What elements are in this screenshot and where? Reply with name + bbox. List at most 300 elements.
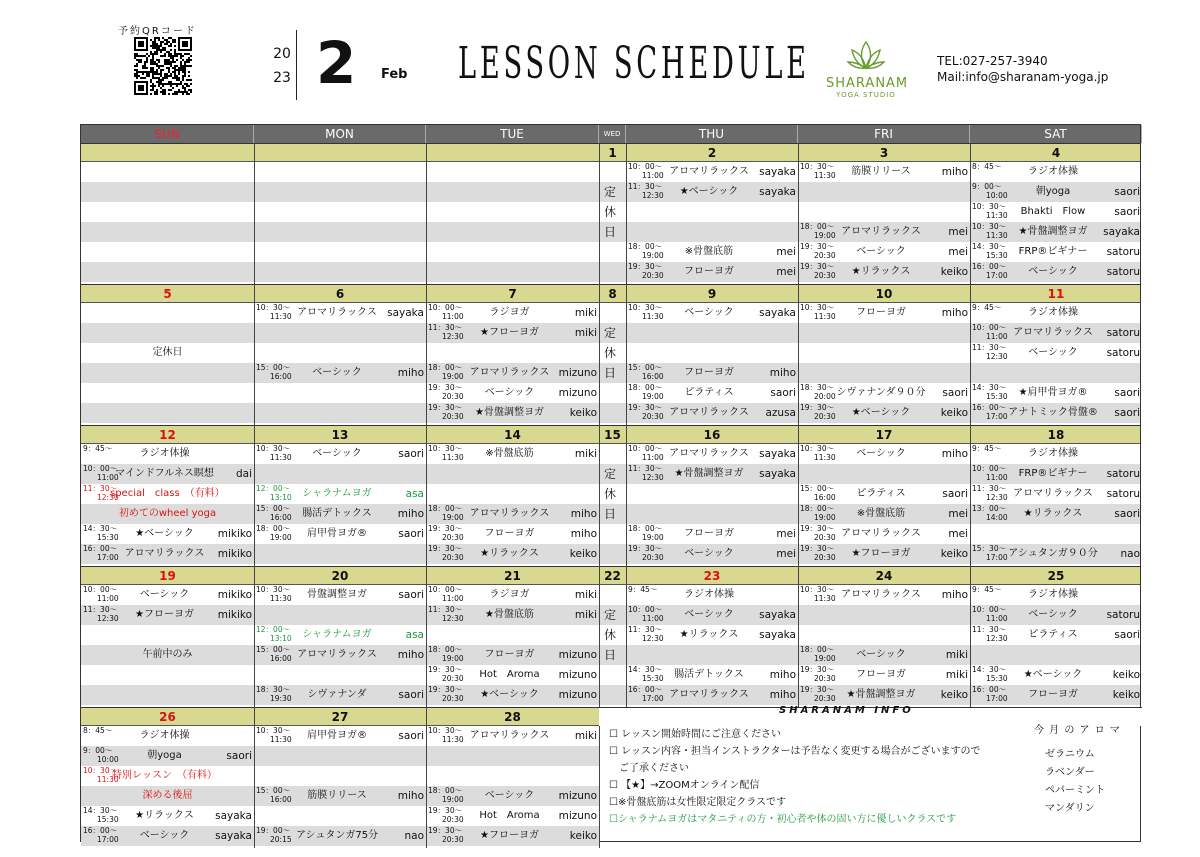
instructor: satoru [1106, 327, 1140, 339]
instructor: mei [948, 528, 968, 540]
date-number [254, 144, 426, 162]
slot-time: 14：30～ 15:30 [972, 383, 1008, 401]
class-slot[interactable] [427, 726, 598, 746]
instructor: miki [574, 448, 597, 460]
class-slot[interactable] [627, 625, 797, 645]
class-slot[interactable] [427, 363, 598, 383]
class-slot[interactable] [82, 726, 253, 746]
class-slot[interactable] [627, 544, 797, 564]
class-slot[interactable] [82, 585, 253, 605]
class-slot[interactable] [627, 585, 797, 605]
weekday-sat: SAT [970, 125, 1142, 143]
weekday-sun: SUN [81, 125, 254, 143]
instructor: miho [941, 166, 968, 178]
date-number: 23 [703, 569, 721, 583]
class-slot[interactable] [427, 504, 598, 524]
class-slot[interactable] [627, 444, 797, 464]
class-name: 朝yoga [147, 750, 182, 761]
slot-time: 19：30～ 20:30 [800, 262, 836, 280]
class-name: ※骨盤底筋 [684, 246, 734, 257]
qr-code[interactable] [134, 37, 192, 95]
column-divider [254, 707, 255, 848]
class-slot[interactable] [799, 242, 969, 262]
class-slot[interactable] [255, 524, 425, 544]
class-slot[interactable] [427, 444, 598, 464]
slot-time: 11：30～ 12:30 [972, 484, 1008, 502]
class-name: シャラナムヨガ [302, 629, 372, 640]
class-slot[interactable] [427, 524, 598, 544]
slot-time: 14：30～ 15:30 [83, 524, 119, 542]
year: 20 23 [273, 46, 291, 86]
class-slot[interactable] [627, 303, 797, 323]
date-number: 5 [163, 287, 172, 301]
instructor: sayaka [759, 186, 796, 198]
slot-time: 19：30～ 20:30 [800, 685, 836, 703]
class-slot[interactable] [255, 726, 425, 746]
class-slot[interactable] [799, 685, 969, 705]
slot-time: 16：00～ 17:00 [972, 403, 1008, 421]
class-slot[interactable] [971, 262, 1141, 282]
weekday-wed: WED [599, 125, 626, 143]
class-name: ★ベーシック [135, 528, 194, 539]
info-note-green: ☐シャラナムヨガはマタニティの方・初心者や体の固い方に優しいクラスです [609, 814, 957, 825]
class-slot[interactable] [82, 343, 253, 363]
instructor: mikiko [217, 548, 252, 560]
closed-label: 休 [603, 487, 616, 501]
class-slot[interactable] [799, 222, 969, 242]
instructor: saori [1114, 407, 1140, 419]
class-name: アロマリラックス [297, 307, 377, 318]
slot-time: 18：00～ 19:00 [628, 383, 664, 401]
slot-time: 10：00～ 11:00 [628, 162, 664, 180]
info-note: ☐※骨盤底筋は女性限定限定クラスです [609, 797, 787, 808]
column-divider [970, 284, 971, 425]
class-slot[interactable] [971, 403, 1141, 423]
date-number: 24 [875, 569, 893, 583]
class-slot[interactable] [82, 826, 253, 846]
instructor: mizuno [558, 810, 597, 822]
class-slot[interactable] [627, 162, 797, 182]
class-name: フローヨガ [856, 669, 906, 680]
class-name: 筋膜リリース [851, 166, 911, 177]
instructor: mei [776, 528, 796, 540]
class-name: ベーシック [312, 367, 362, 378]
class-slot[interactable] [82, 444, 253, 464]
instructor: miho [397, 790, 424, 802]
instructor: sayaka [759, 448, 796, 460]
class-slot[interactable] [255, 786, 425, 806]
date-number: 11 [1047, 287, 1065, 301]
slot-time: 11：30～ 12:30 [972, 343, 1008, 361]
class-slot[interactable] [82, 524, 253, 544]
instructor: dai [235, 468, 252, 480]
class-slot[interactable] [427, 786, 598, 806]
slot-time: 19：30～ 20:30 [428, 383, 464, 401]
slot-time: 9：00～ 10:00 [83, 746, 119, 764]
slot-time: 10：30～ 11:30 [83, 766, 119, 784]
class-name: ★リラックス [851, 266, 911, 277]
class-slot[interactable] [255, 826, 425, 846]
class-name: FRP®ビギナー [1018, 468, 1088, 479]
slot-time: 11：30～ 12:30 [628, 464, 664, 482]
month-name: Feb [381, 67, 408, 82]
class-slot[interactable] [255, 484, 425, 504]
class-name: 深める後屈 [142, 790, 193, 801]
instructor: sayaka [759, 609, 796, 621]
class-slot[interactable] [971, 544, 1141, 564]
instructor: keiko [1112, 669, 1140, 681]
class-slot[interactable] [799, 303, 969, 323]
class-slot[interactable] [82, 746, 253, 766]
instructor: mizuno [558, 387, 597, 399]
date-number: 19 [159, 569, 176, 583]
class-slot[interactable] [82, 806, 253, 826]
slot-time: 11：30～ 12:30 [628, 182, 664, 200]
slot-time: 18：30～ 20:00 [800, 383, 836, 401]
class-name: ラジオ体操 [139, 448, 190, 459]
class-slot[interactable] [255, 444, 425, 464]
class-name: ラジオ体操 [1028, 448, 1078, 459]
class-name: アロマリラックス [669, 448, 749, 459]
class-slot[interactable] [82, 605, 253, 625]
slot-time: 9：45～ [972, 585, 1002, 594]
date-number: 28 [504, 710, 521, 724]
week-row [81, 284, 1140, 425]
column-divider [798, 284, 799, 425]
class-slot[interactable] [427, 665, 598, 685]
class-slot[interactable] [971, 484, 1141, 504]
slot-time: 14：30～ 15:30 [972, 242, 1008, 260]
instructor: saori [226, 750, 252, 762]
slot-time: 18：00～ 19:00 [428, 363, 464, 381]
class-slot[interactable] [255, 363, 425, 383]
slot-time: 12：00～ 13:10 [256, 484, 292, 502]
class-slot[interactable] [82, 484, 253, 504]
class-slot[interactable] [971, 323, 1141, 343]
class-name: ベーシック [856, 246, 906, 257]
info-note: ご了承ください [609, 763, 689, 774]
instructor: sayaka [215, 830, 252, 842]
date-number: 20 [331, 569, 349, 583]
class-name: ベーシック [484, 790, 535, 801]
date-number [426, 144, 599, 162]
class-slot[interactable] [627, 262, 797, 282]
instructor: sayaka [759, 468, 796, 480]
week-row [81, 566, 1140, 707]
slot-time: 19：30～ 20:30 [428, 524, 464, 542]
class-slot[interactable] [627, 182, 797, 202]
slot-time: 18：00～ 19:00 [428, 786, 464, 804]
class-name: ベーシック [856, 649, 906, 660]
class-slot[interactable] [799, 524, 969, 544]
instructor: keiko [569, 830, 597, 842]
slot-time: 16：00～ 17:00 [972, 262, 1008, 280]
class-slot[interactable] [799, 665, 969, 685]
instructor: sayaka [759, 629, 796, 641]
class-slot[interactable] [627, 242, 797, 262]
logo: SHARANAM YOGA STUDIO [826, 38, 906, 99]
week-row [81, 143, 1140, 284]
qr-label: 予約QRコード [118, 26, 197, 37]
instructor: saori [1114, 508, 1140, 520]
mail[interactable]: Mail:info@sharanam-yoga.jp [937, 70, 1109, 84]
class-slot[interactable] [971, 464, 1141, 484]
class-name: ラジオ体操 [1028, 307, 1078, 318]
class-slot[interactable] [971, 685, 1141, 705]
class-slot[interactable] [971, 444, 1141, 464]
class-slot[interactable] [799, 444, 969, 464]
info-note: ☐ レッスン開始時間にご注意ください [609, 729, 782, 740]
class-slot[interactable] [427, 544, 598, 564]
class-slot[interactable] [627, 464, 797, 484]
class-slot[interactable] [971, 303, 1141, 323]
class-name: ★骨盤調整ヨガ [846, 689, 916, 700]
instructor: saori [1114, 206, 1140, 218]
class-slot[interactable] [799, 645, 969, 665]
aroma-title: 今 月 の ア ロ マ [1034, 725, 1121, 736]
class-slot[interactable] [971, 585, 1141, 605]
tel[interactable]: TEL:027-257-3940 [937, 54, 1048, 68]
date-bar [81, 566, 1140, 585]
schedule-calendar [80, 124, 1141, 842]
slot-time: 18：00～ 19:00 [628, 524, 664, 542]
class-slot[interactable] [255, 685, 425, 705]
class-name: special class （有料） [110, 488, 225, 499]
instructor: miho [397, 508, 424, 520]
class-slot[interactable] [255, 504, 425, 524]
slot-time: 15：00～ 16:00 [628, 363, 664, 381]
slot-time: 8：45～ [83, 726, 113, 735]
class-slot[interactable] [427, 323, 598, 343]
slot-time: 9：45～ [628, 585, 658, 594]
class-name: ラジオ体操 [684, 589, 734, 600]
slot-time: 9：45～ [83, 444, 113, 453]
class-name: ベーシック [856, 448, 906, 459]
closed-label: 日 [603, 507, 616, 521]
class-slot[interactable] [627, 685, 797, 705]
column-divider [426, 284, 427, 425]
class-slot[interactable] [799, 162, 969, 182]
instructor: miki [574, 730, 597, 742]
instructor: saori [398, 448, 424, 460]
class-name: ★骨盤調整ヨガ [475, 407, 544, 418]
class-slot[interactable] [82, 464, 253, 484]
class-name: アロマリラックス [669, 166, 749, 177]
slot-time: 8：45～ [972, 162, 1002, 171]
instructor: sayaka [1103, 226, 1140, 238]
class-name: 定休日 [152, 347, 183, 358]
slot-time: 10：30～ 11:30 [972, 222, 1008, 240]
class-slot[interactable] [255, 585, 425, 605]
class-name: 骨盤調整ヨガ [307, 589, 367, 600]
class-name: アロマリラックス [669, 689, 749, 700]
slot-time: 9：45～ [972, 303, 1002, 312]
slot-time: 11：30～ 12:30 [428, 323, 464, 341]
class-slot[interactable] [627, 665, 797, 685]
date-number: 3 [879, 146, 889, 160]
class-name: 初めてのwheel yoga [118, 508, 217, 519]
class-slot[interactable] [427, 585, 598, 605]
class-slot[interactable] [427, 403, 598, 423]
instructor: mikiko [217, 609, 252, 621]
closed-label: 定 [603, 185, 616, 199]
slot-time: 19：30～ 20:30 [800, 242, 836, 260]
class-slot[interactable] [82, 786, 253, 806]
info-note: ☐ 【★】→ZOOMオンライン配信 [609, 780, 760, 791]
class-name: 朝yoga [1035, 186, 1071, 197]
class-slot[interactable] [427, 685, 598, 705]
slot-time: 19：30～ 20:30 [628, 544, 664, 562]
class-name: フローヨガ [684, 367, 734, 378]
date-number: 22 [604, 569, 621, 583]
class-name: アロマリラックス [469, 367, 550, 378]
slot-time: 11：30～ 12:30 [83, 484, 119, 502]
class-name: 肩甲骨ヨガ® [307, 730, 367, 741]
class-slot[interactable] [82, 766, 253, 786]
closed-label: 休 [603, 346, 616, 360]
instructor: azusa [765, 407, 796, 419]
slot-time: 19：30～ 20:30 [428, 544, 464, 562]
class-name: アロマリラックス [469, 730, 550, 741]
instructor: satoru [1106, 347, 1140, 359]
class-slot[interactable] [971, 162, 1141, 182]
instructor: satoru [1106, 246, 1140, 258]
class-name: フローヨガ [1028, 689, 1078, 700]
instructor: keiko [1112, 689, 1140, 701]
class-name: フローヨガ [856, 307, 906, 318]
class-name: アロマリラックス [841, 589, 921, 600]
slot-time: 10：00～ 11:00 [83, 464, 119, 482]
date-number: 13 [331, 428, 349, 442]
class-name: ※骨盤底筋 [485, 448, 534, 459]
date-number: 10 [875, 287, 893, 301]
class-name: ベーシック [1028, 266, 1078, 277]
class-slot[interactable] [427, 645, 598, 665]
instructor: saori [1114, 629, 1140, 641]
instructor: saori [942, 488, 968, 500]
class-slot[interactable] [799, 403, 969, 423]
class-slot[interactable] [971, 202, 1141, 222]
class-slot[interactable] [427, 383, 598, 403]
weekday-tue: TUE [426, 125, 599, 143]
slot-time: 10：30～ 11:30 [628, 303, 664, 321]
column-divider [254, 566, 255, 707]
class-slot[interactable] [627, 524, 797, 544]
slot-time: 10：00～ 11:00 [972, 323, 1008, 341]
column-divider [426, 566, 427, 707]
class-name: アロマリラックス [841, 226, 921, 237]
instructor: miki [945, 649, 968, 661]
class-slot[interactable] [427, 605, 598, 625]
instructor: keiko [940, 266, 968, 278]
class-slot[interactable] [427, 826, 598, 846]
column-divider [599, 566, 600, 707]
lotus-icon [846, 38, 886, 74]
class-slot[interactable] [971, 222, 1141, 242]
class-slot[interactable] [971, 625, 1141, 645]
class-name: ★骨盤底筋 [485, 609, 534, 620]
column-divider [626, 143, 627, 284]
class-slot[interactable] [971, 242, 1141, 262]
class-slot[interactable] [255, 303, 425, 323]
class-slot[interactable] [799, 585, 969, 605]
class-slot[interactable] [799, 383, 969, 403]
slot-time: 15：30～ 17:00 [972, 544, 1008, 562]
column-divider [599, 143, 600, 284]
class-slot[interactable] [799, 504, 969, 524]
class-slot[interactable] [799, 262, 969, 282]
class-slot[interactable] [82, 504, 253, 524]
class-name: アナトミック骨盤® [1008, 407, 1098, 418]
class-name: Hot Aroma [479, 810, 540, 821]
class-name: ラジオ体操 [139, 730, 190, 741]
class-slot[interactable] [427, 303, 598, 323]
date-number: 18 [1047, 428, 1065, 442]
instructor: miki [574, 609, 597, 621]
class-slot[interactable] [255, 625, 425, 645]
class-slot[interactable] [627, 383, 797, 403]
class-name: ピラティス [684, 387, 734, 398]
class-name: フローヨガ [684, 528, 734, 539]
class-name: ★フローヨガ [851, 548, 911, 559]
class-slot[interactable] [627, 605, 797, 625]
slot-time: 16：00～ 17:00 [628, 685, 664, 703]
class-name: ベーシック [684, 307, 734, 318]
class-name: フローヨガ [684, 266, 734, 277]
instructor: mizuno [558, 367, 597, 379]
class-name: シヴァナンダ [307, 689, 367, 700]
class-name: アロマリラックス [469, 508, 550, 519]
class-slot[interactable] [627, 403, 797, 423]
instructor: keiko [940, 689, 968, 701]
slot-time: 19：00～ 20:15 [256, 826, 292, 844]
slot-time: 16：00～ 17:00 [83, 544, 119, 562]
class-slot[interactable] [971, 665, 1141, 685]
class-name: ピラティス [856, 488, 906, 499]
class-slot[interactable] [427, 806, 598, 826]
class-slot[interactable] [971, 504, 1141, 524]
class-slot[interactable] [82, 544, 253, 564]
instructor: miho [769, 669, 796, 681]
slot-time: 10：30～ 11:30 [428, 444, 464, 462]
slot-time: 19：30～ 20:30 [428, 826, 464, 844]
class-slot[interactable] [799, 484, 969, 504]
instructor: saori [398, 528, 424, 540]
instructor: saori [398, 689, 424, 701]
slot-time: 18：00～ 19:00 [428, 504, 464, 522]
class-name: ラジオ体操 [1028, 589, 1078, 600]
class-slot[interactable] [971, 383, 1141, 403]
class-slot[interactable] [82, 645, 253, 665]
class-name: ★肩甲骨ヨガ® [1018, 387, 1088, 398]
class-slot[interactable] [971, 343, 1141, 363]
slot-time: 10：00～ 11:00 [628, 605, 664, 623]
class-slot[interactable] [971, 182, 1141, 202]
info-panel [609, 707, 1138, 857]
class-slot[interactable] [799, 544, 969, 564]
class-slot[interactable] [971, 605, 1141, 625]
class-slot[interactable] [255, 645, 425, 665]
class-name: ★フローヨガ [480, 830, 539, 841]
instructor: nao [1120, 548, 1140, 560]
class-name: 午前中のみ [142, 649, 193, 660]
class-name: アロマリラックス [1013, 488, 1093, 499]
class-slot[interactable] [627, 363, 797, 383]
slot-time: 18：00～ 19:00 [800, 222, 836, 240]
column-divider [798, 143, 799, 284]
instructor: saori [1114, 186, 1140, 198]
date-number: 16 [703, 428, 721, 442]
